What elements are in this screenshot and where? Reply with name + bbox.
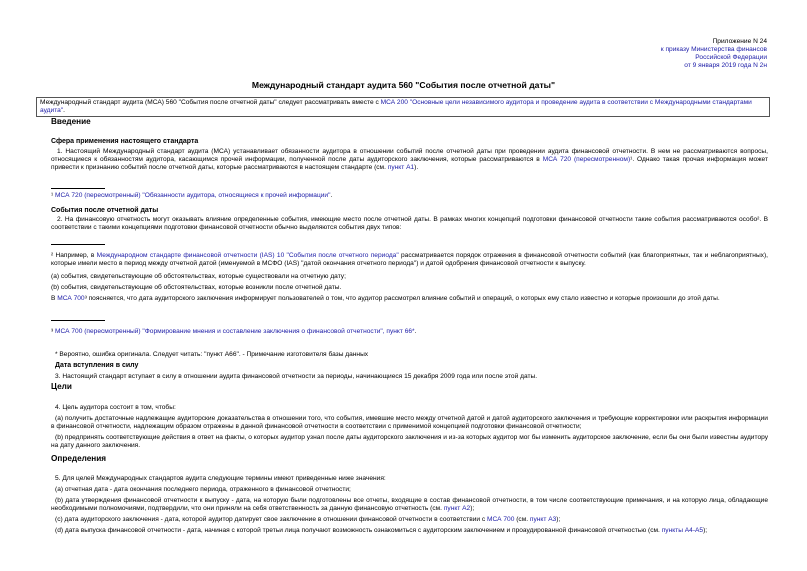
note-box: Международный стандарт аудита (МСА) 560 "События после отчетной даты" следует рассматривать вместе с МСА 200 "Основные цели независимого аудитора и проведение аудита в соответствии с Международными стандартами аудита". [36,97,770,117]
list-item-a: (a) события, свидетельствующие об обстоятельствах, которые существовали на отчетную дату; [51,273,346,280]
goals-item-a: (a) получить достаточные надлежащие аудиторские доказательства в отношении того, что события, имевшие место между отчетной датой и датой аудиторского заключения и требующие корректировки или раскрытия информации в финансовой отчетности, надлежащим образом отражены в данной финансовой отчетности в соответствии с применимой концепцией подготовки финансовой отчетности; [51,415,768,430]
appendix-order-link[interactable]: к приказу Министерства финансов [660,46,767,53]
definitions-intro: 5. Для целей Международных стандартов аудита следующие термины имеют приведенные ниже значения: [55,475,386,482]
definition-a: (a) отчетная дата - дата окончания последнего периода, отраженного в финансовой отчетности; [55,486,351,493]
editor-note: * Вероятно, ошибка оригинала. Следует читать: "пункт А66". - Примечание изготовителя базы данных [55,351,369,358]
heading-scope: Сфера применения настоящего стандарта [51,138,199,145]
link-msa700[interactable]: МСА 700 [57,295,85,302]
link-ias10[interactable]: Международном стандарте финансовой отчетности (IAS) 10 "События после отчетного периода" [96,252,399,259]
heading-effective-date: Дата вступления в силу [55,362,139,369]
heading-definitions: Определения [51,454,107,463]
link-a1[interactable]: пункт А1 [387,164,415,171]
link-a3[interactable]: пункт А3 [529,516,557,523]
footnote-rule [51,244,105,245]
heading-introduction: Введение [51,117,91,126]
appendix-header [467,38,767,70]
definition-c: (c) дата аудиторского заключения - дата, которой аудитор датирует свое заключение в отношении финансовой отчетности в соответствии с МСА 700 (см. пункт А3); [55,516,561,523]
appendix-number: Приложение N 24 [712,38,767,45]
footnote-2: ² Например, в Международном стандарте финансовой отчетности (IAS) 10 "События после отчетного периода" рассматривается порядок отражения в финансовой отчетности событий (как благоприятных, так и неблагоприятных), которые имели место в период между отчетной датой (именуемой в МСФО (IAS) "датой окончания отчетного периода") и датой одобрения финансовой отчетности к выпуску. [51,252,769,267]
paragraph-effective: 3. Настоящий стандарт вступает в силу в отношении аудита финансовой отчетности за периоды, начинающиеся 15 декабря 2009 года или после этой даты. [55,373,538,380]
link-msa720[interactable]: МСА 720 (пересмотренном) [542,156,631,163]
goals-intro: 4. Цель аудитора состоит в том, чтобы: [55,404,176,411]
footnote-rule [51,188,105,189]
list-item-b: (b) события, свидетельствующие об обстоятельствах, которые возникли после отчетной даты. [51,284,342,291]
definition-d: (d) дата выпуска финансовой отчетности - дата, начиная с которой третьи лица получают возможность ознакомиться с аудиторским заключением и проаудированной финансовой отчетностью (см. пункты А4-А5); [55,527,708,534]
link-a4-a5[interactable]: пункты А4-А5 [661,527,704,534]
footnote-1-link[interactable]: МСА 720 (пересмотренный) "Обязанности аудитора, относящиеся к прочей информации" [55,192,331,199]
definition-b: (b) дата утверждения финансовой отчетности к выпуску - дата, на которую были подготовлены все отчеты, входящие в состав финансовой отчетности, в том числе соответствующие примечания, и на которую лица, обладающие необходимыми полномочиями, подтвердили, что они приняли на себя ответственность за данную финансовую отчетность (см. пункт А2); [51,497,768,512]
goals-item-b: (b) предпринять соответствующие действия в ответ на факты, о которых аудитор узнал после даты аудиторского заключения и из-за которых аудитор мог бы изменить аудиторское заключение, если бы они были известны аудитору на дату данного заключения. [51,434,768,449]
footnote-rule [51,320,105,321]
footnote-3-link[interactable]: МСА 700 (пересмотренный) "Формирование мнения и составление заключения о финансовой отчетности", пункт 66* [55,328,415,335]
appendix-date-link[interactable]: от 9 января 2019 года N 2н [684,62,767,69]
paragraph-3: В МСА 700³ поясняется, что дата аудиторского заключения информирует пользователей о том, что аудитор рассмотрел влияние событий и операций, о которых ему стало известно и которые произошли до этой даты. [51,295,720,302]
paragraph-1: 1. Настоящий Международный стандарт аудита (МСА) устанавливает обязанности аудитора в отношении событий после отчетной даты при проведении аудита финансовой отчетности. В нем не рассматриваются вопросы, относящиеся к обязанностям аудитора, касающимся прочей информации, полученной после даты аудиторского заключения, которые рассматриваются в МСА 720 (пересмотренном)¹. Однако такая прочая информация может привести к признанию событий после отчетной даты, которые рассматриваются в настоящем стандарте (см. пункт А1). [51,148,768,171]
note-text: Международный стандарт аудита (МСА) 560 "События после отчетной даты" следует рассматривать вместе с [40,99,381,106]
paragraph-2: 2. На финансовую отчетность могут оказывать влияние определенные события, имеющие место после отчетной даты. В рамках многих концепций подготовки финансовой отчетности такие события рассматриваются особо². В соответствии с такими концепциями подготовки финансовой отчетности обычно выделяются события двух типов: [51,216,768,231]
heading-goals: Цели [51,382,72,391]
note-link-msa200[interactable]: МСА 200 "Основные цели независимого аудитора и проведение аудита в соответствии с Международными стандартами аудита" [40,99,752,114]
appendix-ministry-link[interactable]: Российской Федерации [695,54,767,61]
footnote-3: ³ МСА 700 (пересмотренный) "Формирование мнения и составление заключения о финансовой отчетности", пункт 66*. [51,328,417,335]
link-msa700-c[interactable]: МСА 700 [487,516,515,523]
document-title: Международный стандарт аудита 560 "События после отчетной даты" [251,80,556,90]
footnote-1: ¹ МСА 720 (пересмотренный) "Обязанности аудитора, относящиеся к прочей информации". [51,192,333,199]
heading-events: События после отчетной даты [51,207,159,214]
link-a2[interactable]: пункт А2 [443,505,471,512]
